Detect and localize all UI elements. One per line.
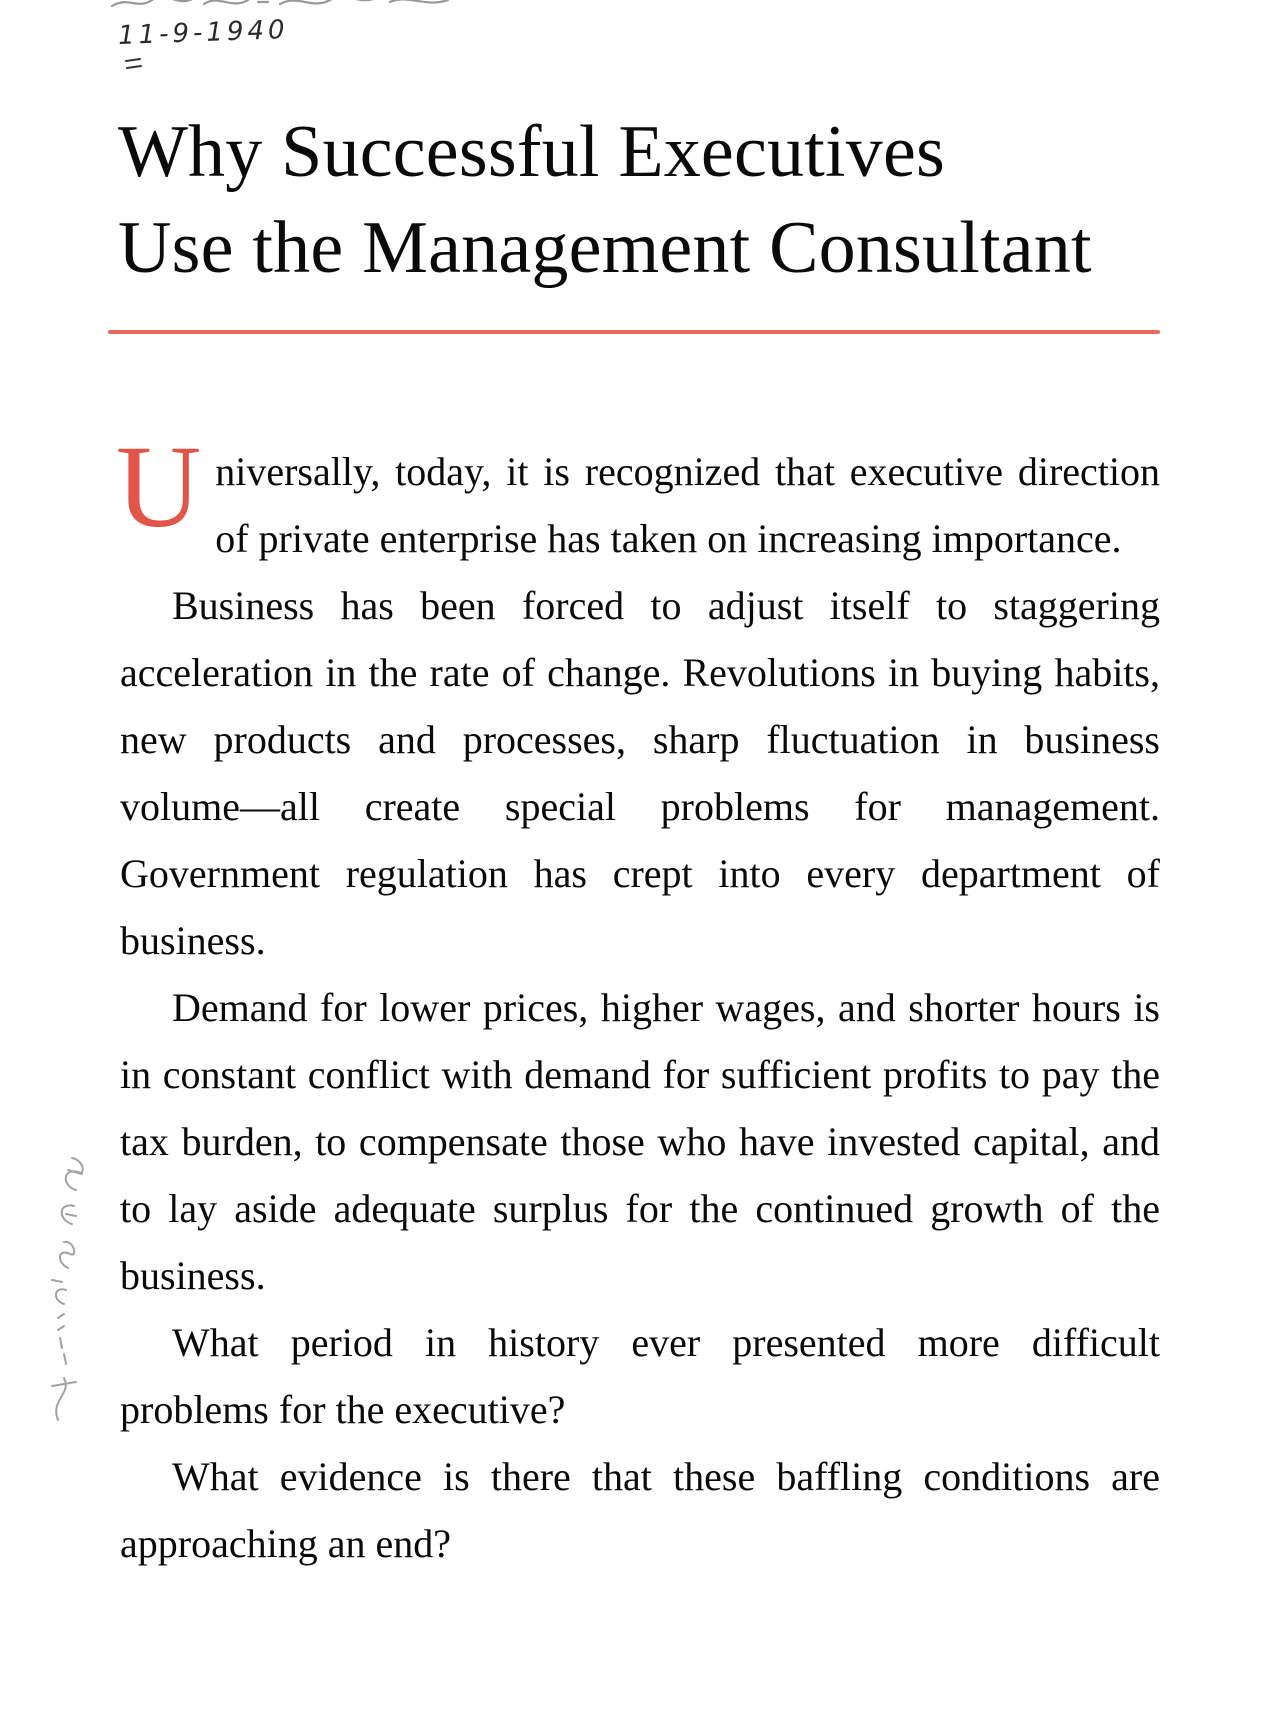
paragraph-1-text: niversally, today, it is recognized that executive direction of private enterprise has taken on increasing importance.	[215, 449, 1160, 561]
handwritten-mark	[124, 56, 144, 72]
handwritten-scribble	[108, 0, 468, 14]
title-line-1: Why Successful Executives	[118, 111, 945, 193]
paragraph-2: Business has been forced to adjust itself to staggering acceleration in the rate of change. Revolutions in buying habits, new products and processes, sharp fluctuation in business volume—all create special problems for management. Government regulation has crept into every department of business.	[120, 583, 1160, 963]
paragraph-1	[116, 421, 1160, 572]
paragraph-5: What evidence is there that these baffling conditions are approaching an end?	[120, 1454, 1160, 1566]
document-body	[116, 421, 1160, 1577]
title-rule	[108, 330, 1160, 334]
handwritten-margin-note	[28, 1150, 108, 1430]
document-title	[118, 104, 1118, 296]
paragraph-3: Demand for lower prices, higher wages, and shorter hours is in constant conflict with demand for sufficient profits to pay the tax burden, to compensate those who have invested capital, and to lay aside adequate surplus for the continued growth of the business.	[120, 985, 1160, 1298]
title-line-2: Use the Management Consultant	[118, 207, 1092, 289]
handwritten-date: 11-9-1940	[117, 15, 290, 51]
drop-cap: U	[116, 421, 202, 552]
paragraph-4: What period in history ever presented more difficult problems for the executive?	[120, 1320, 1160, 1432]
